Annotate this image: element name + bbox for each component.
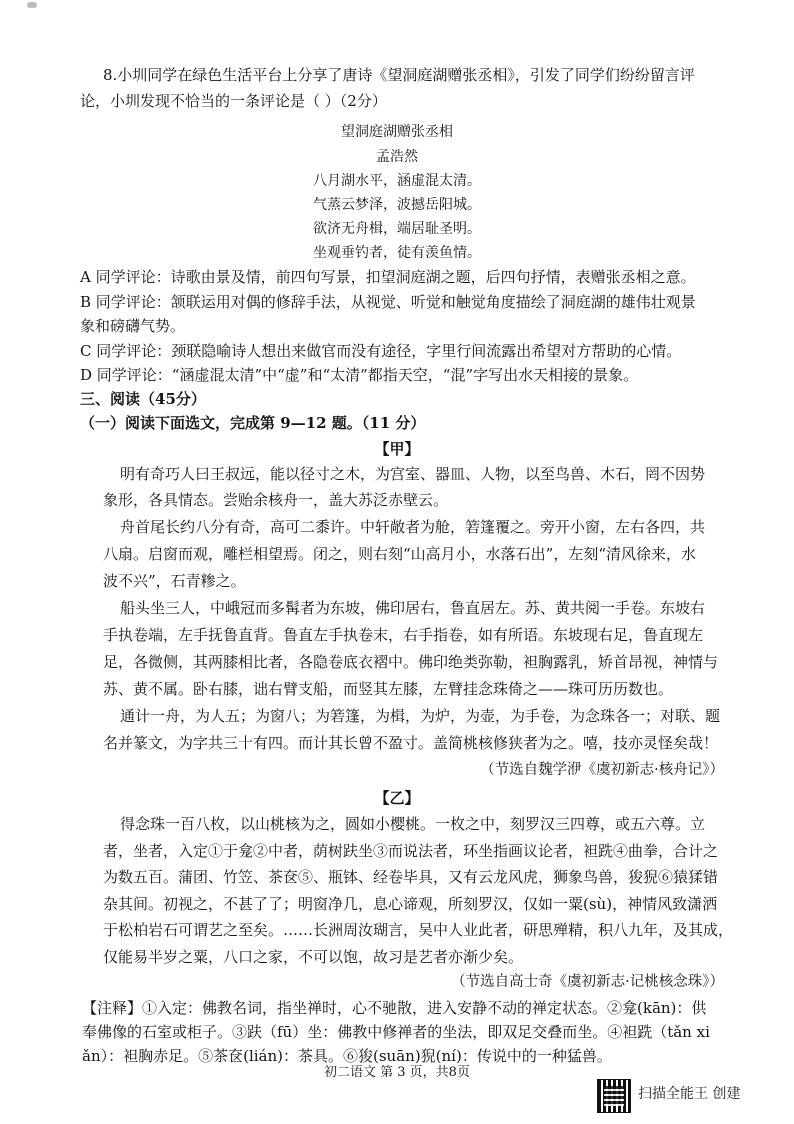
jia-line: 明有奇巧人曰王叔远，能以径寸之木，为宫室、器皿、人物，以至鸟兽、木石，罔不因势 (120, 465, 706, 483)
yi-line: 为数五百。蒲团、竹笠、茶奁⑤、瓶钵、经卷毕具，又有云龙风虎，狮象鸟兽，狻猊⑥猿猱错 (103, 868, 719, 886)
jia-source: （节选自魏学洢《虞初新志·核舟记》） (480, 762, 724, 778)
jia-line: 舟首尾长约八分有奇，高可二黍许。中轩敞者为舱，箬篷覆之。旁开小窗，左右各四，共 (120, 518, 706, 536)
jia-line: 波不兴”，石青糁之。 (103, 572, 246, 590)
jia-line: 象形，各具情态。尝贻余核舟一，盖大苏泛赤壁云。 (103, 491, 449, 509)
comment-b: B 同学评论：颔联运用对偶的修辞手法，从视觉、听觉和触觉角度描绘了洞庭湖的雄伟壮观景 (80, 293, 696, 311)
notes-line: ǎn）：袒胸赤足。⑤茶奁(lián)：茶具。⑥狻(suān)猊(ní)：传说中的一种猛兽。 (82, 1047, 612, 1065)
section-3-title: 三、阅读（45分） (80, 390, 206, 408)
yi-line: 杂其间。初视之，不甚了了；明窗净几，息心谛观，所刻罗汉，仅如一粟(sù)，神情风致潇洒 (103, 895, 718, 913)
poem-line: 坐观垂钓者，徒有羡鱼情。 (313, 245, 481, 261)
yi-source: （节选自高士奇《虞初新志·记桃核念珠》） (451, 974, 724, 990)
question-8-line-2: 论，小圳发现不恰当的一条评论是（ ）（2分） (80, 92, 387, 110)
comment-d: D 同学评论：“涵虚混太清”中“虚”和“太清”都指天空，“混”字写出水天相接的景象。 (80, 366, 639, 384)
comment-b-cont: 象和磅礴气势。 (80, 317, 186, 335)
yi-line: 得念珠一百八枚，以山桃核为之，圆如小樱桃。一枚之中，刻罗汉三四尊，或五六尊。立 (120, 815, 706, 833)
poem-line: 气蒸云梦泽，波撼岳阳城。 (313, 197, 481, 213)
comment-a: A 同学评论：诗歌由景及情，前四句写景，扣望洞庭湖之题，后四句抒情，表赠张丞相之意。 (80, 268, 696, 286)
jia-line: 足，各微侧，其两膝相比者，各隐卷底衣褶中。佛印绝类弥勒，袒胸露乳，矫首昂视，神情与 (103, 653, 719, 671)
notes-line: 奉佛像的石室或柜子。③趺（fū）坐：佛教中修禅者的坐法，即双足交叠而坐。④袒跣（tǎn xi (82, 1023, 710, 1041)
jia-line: 通计一舟，为人五；为窗八；为箬篷，为楫，为炉，为壶，为手卷，为念珠各一；对联、题 (120, 707, 721, 725)
scan-artifact (27, 2, 37, 8)
poem-author: 孟浩然 (376, 149, 418, 165)
jia-line: 八扇。启窗而观，雕栏相望焉。闭之，则右刻“山高月小，水落石出”，左刻“清风徐来，水 (103, 545, 697, 563)
passage-jia-label: 【甲】 (374, 440, 420, 458)
yi-line: 于松柏岩石可谓艺之至矣。……长洲周汝瑚言，吴中人业此者，研思殚精，积八九年，及其成， (103, 921, 734, 939)
question-8-line-1: 8.小圳同学在绿色生活平台上分享了唐诗《望洞庭湖赠张丞相》，引发了同学们纷纷留言评 (103, 66, 695, 84)
comment-c: C 同学评论：颈联隐喻诗人想出来做官而没有途径，字里行间流露出希望对方帮助的心情。 (80, 342, 682, 360)
scanner-watermark: 扫描全能王 创建 (638, 1086, 741, 1102)
passage-yi-label: 【乙】 (374, 789, 420, 807)
jia-line: 手执卷端，左手抚鲁直背。鲁直左手执卷末，右手指卷，如有所语。东坡现右足，鲁直现左 (103, 626, 704, 644)
part-1-title: （一）阅读下面选文，完成第 9—12 题。（11 分） (80, 414, 426, 432)
poem-line: 欲济无舟楫，端居耻圣明。 (313, 221, 481, 237)
yi-line: 仅能易半岁之粟，八口之家，不可以饱，故习是艺者亦渐少矣。 (103, 948, 524, 966)
jia-line: 名并篆文，为字共三十有四。而计其长曾不盈寸。盖简桃核修狭者为之。嘻，技亦灵怪矣哉！ (103, 734, 719, 752)
page-footer: 初二语文 第 3 页，共8页 (324, 1065, 470, 1080)
poem-title: 望洞庭湖赠张丞相 (341, 124, 453, 140)
poem-line: 八月湖水平，涵虚混太清。 (313, 173, 481, 189)
qr-code-icon (597, 1079, 631, 1113)
yi-line: 者，坐者，入定①于龛②中者，荫树趺坐③而说法者，环坐指画议论者，袒跣④曲拳，合计之 (103, 842, 719, 860)
jia-line: 苏、黄不属。卧右膝，诎右臂支船，而竖其左膝，左臂挂念珠倚之——珠可历历数也。 (103, 680, 674, 698)
notes-line: 【注释】①入定：佛教名词，指坐禅时，心不驰散，进入安静不动的禅定状态。②龛(kān)：供 (82, 999, 707, 1017)
jia-line: 船头坐三人，中峨冠而多髯者为东坡，佛印居右，鲁直居左。苏、黄共阅一手卷。东坡右 (120, 599, 706, 617)
